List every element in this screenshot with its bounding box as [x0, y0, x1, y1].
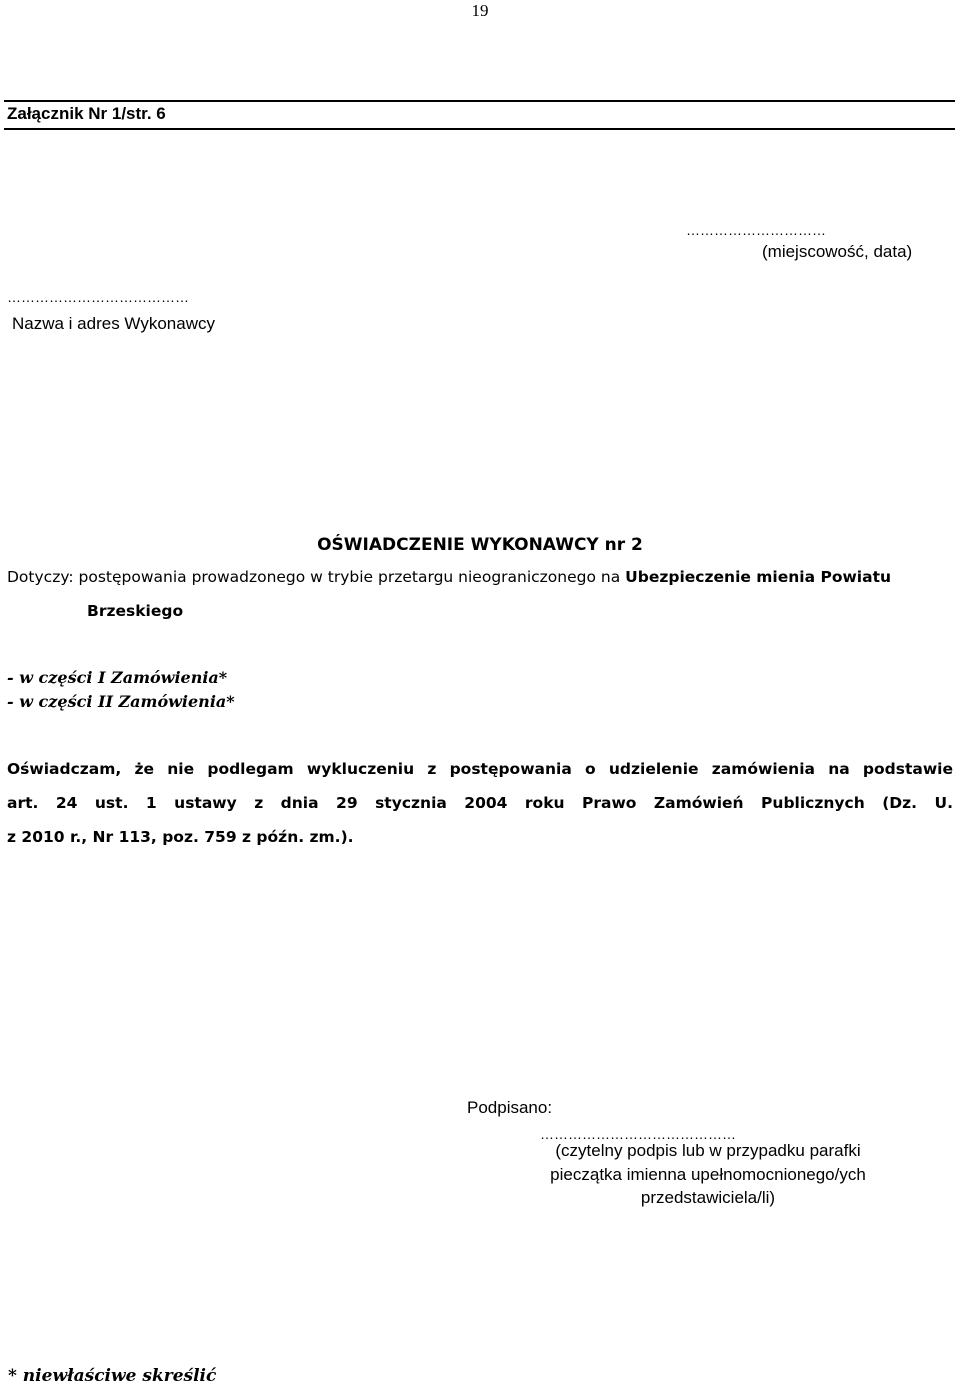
- subject-bold-line1: Ubezpieczenie mienia Powiatu: [625, 568, 892, 586]
- statement-body-line-1: Oświadczam, że nie podlegam wykluczeniu z postępowania o udzielenie zamówienia na podstawie: [7, 760, 953, 778]
- signature-label: Podpisano:: [467, 1098, 553, 1117]
- signature-caption-line-2: pieczątka imienna upełnomocnionego/ych: [550, 1165, 866, 1184]
- statement-body-line-3: z 2010 r., Nr 113, poz. 759 z późn. zm.).: [7, 828, 354, 846]
- place-date-label: (miejscowość, data): [762, 242, 913, 261]
- place-date-dots: …………………………: [686, 222, 826, 238]
- part-option-2: - w części II Zamówienia*: [7, 692, 235, 711]
- contractor-label: Nazwa i adres Wykonawcy: [12, 314, 215, 333]
- subject-prefix: Dotyczy: postępowania prowadzonego w trybie przetargu nieograniczonego na: [7, 568, 621, 586]
- statement-body-line-2: art. 24 ust. 1 ustawy z dnia 29 stycznia 2004 roku Prawo Zamówień Publicznych (Dz. U.: [7, 794, 953, 812]
- signature-dots: ……………………………………: [540, 1126, 736, 1142]
- signature-caption-line-1: (czytelny podpis lub w przypadku parafki: [555, 1141, 861, 1160]
- signature-caption-line-3: przedstawiciela/li): [640, 1188, 776, 1207]
- page-number: 19: [471, 1, 489, 20]
- statement-subject: [7, 568, 891, 586]
- annex-header: Załącznik Nr 1/str. 6: [7, 104, 166, 123]
- statement-title: OŚWIADCZENIE WYKONAWCY nr 2: [317, 535, 643, 555]
- subject-bold-line2: Brzeskiego: [87, 602, 184, 620]
- contractor-dots: …………………………………: [7, 289, 189, 305]
- part-option-1: - w części I Zamówienia*: [7, 668, 228, 687]
- footnote: * niewłaściwe skreślić: [8, 1366, 217, 1386]
